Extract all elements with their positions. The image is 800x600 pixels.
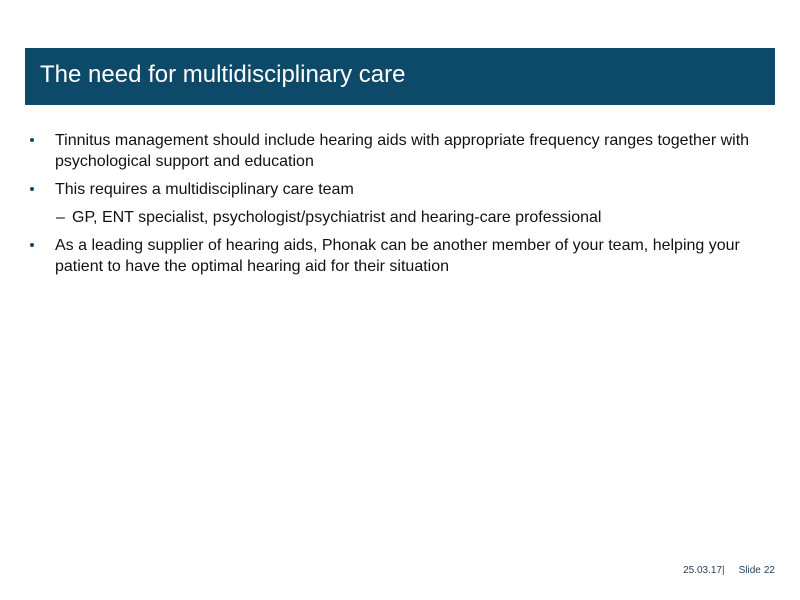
bullet-text: Tinnitus management should include hearing aids with appropriate frequency ranges together with psychological support and education [55,132,750,170]
slide-content [30,130,750,284]
bullet-text: As a leading supplier of hearing aids, Phonak can be another member of your team, helping your patient to have the optimal hearing aid for their situation [55,237,740,275]
dash-marker: – [56,209,65,226]
bullet-text: This requires a multidisciplinary care team [55,181,354,198]
sub-bullet-text: GP, ENT specialist, psychologist/psychiatrist and hearing-care professional [72,209,602,226]
footer-separator: | [722,565,725,576]
bullet-item [30,130,750,172]
slide-title: The need for multidisciplinary care [40,60,406,88]
footer-slide-number: 22 [763,565,775,576]
footer-slide-label: Slide [738,565,761,576]
title-bar [25,48,775,105]
bullet-dot-icon [30,187,34,191]
bullet-dot-icon [30,138,34,142]
slide-footer [683,565,775,576]
sub-bullet-item [30,207,750,228]
bullet-dot-icon [30,243,34,247]
bullet-item [30,179,750,200]
bullet-item [30,235,750,277]
footer-date: 25.03.17 [683,565,723,576]
